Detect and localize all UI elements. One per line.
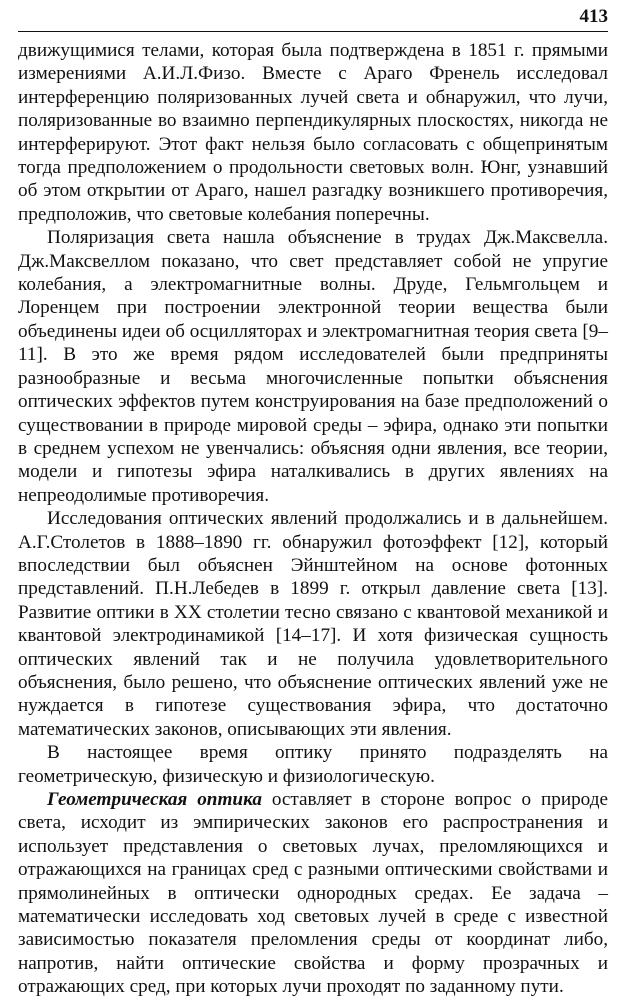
paragraph-5-text: оставляет в стороне вопрос о природе света, исходит из эмпирических законов его распространения и использует представления о световых лучах, преломляющихся и отражающихся на границах сред с разными оптическими свойствами и прямолинейных в оптически однородных средах. Ее задача – математически исследовать ход световых лучей в среде с известной зависимостью показателя преломления среды от координат либо, напротив, найти оптические свойства и форму прозрачных и отражающих сред, при которых лучи проходят по заданному пути. [18, 789, 608, 998]
paragraph-5 [18, 788, 608, 999]
page-number: 413 [579, 6, 608, 27]
paragraph-3: Исследования оптических явлений продолжались и в дальнейшем. А.Г.Столетов в 1888–1890 гг. обнаружил фотоэффект [12], который впоследствии был объяснен Эйнштейном на основе фотонных представлений. П.Н.Лебедев в 1899 г. открыл давление света [13]. Развитие оптики в XX столетии тесно связано с квантовой механикой и квантовой электродинамикой [14–17]. И хотя физическая сущность оптических явлений так и не получила удовлетворительного объяснения, было решено, что объяснение оптических явлений уже не нуждается в гипотезе существования эфира, что достаточно математических законов, описывающих эти явления. [18, 508, 608, 740]
paragraph-5-term: Геометрическая оптика [47, 789, 262, 810]
paragraph-2: Поляризация света нашла объяснение в трудах Дж.Максвелла. Дж.Максвеллом показано, что свет представляет собой не упругие колебания, а электромагнитные волны. Друде, Гельмгольцем и Лоренцем при построении электронной теории вещества были объединены идеи об осцилляторах и электромагнитная теория света [9–11]. В это же время рядом исследователей были предприняты разнообразные и весьма многочисленные попытки объяснения оптических эффектов путем конструирования на базе предположений о существовании в природе мировой среды – эфира, однако эти попытки в среднем успехом не увенчались: объясняя одни явления, все теории, модели и гипотезы эфира наталкивались в других явлениях на непреодолимые противоречия. [18, 227, 608, 506]
page-header [18, 0, 608, 32]
paragraph-4: В настоящее время оптику принято подразделять на геометрическую, физическую и физиологическую. [18, 742, 608, 787]
body-text [18, 39, 608, 999]
paragraph-1: движущимися телами, которая была подтверждена в 1851 г. прямыми измерениями А.И.Л.Физо. Вместе с Араго Френель исследовал интерференцию поляризованных лучей света и обнаружил, что лучи, поляризованные во взаимно перпендикулярных плоскостях, никогда не интерферируют. Этот факт нельзя было согласовать с общепринятым тогда предположением о продольности световых волн. Юнг, узнавший об этом открытии от Араго, нашел разгадку возникшего противоречия, предположив, что световые колебания поперечны. [18, 40, 608, 225]
document-page [18, 0, 608, 1000]
